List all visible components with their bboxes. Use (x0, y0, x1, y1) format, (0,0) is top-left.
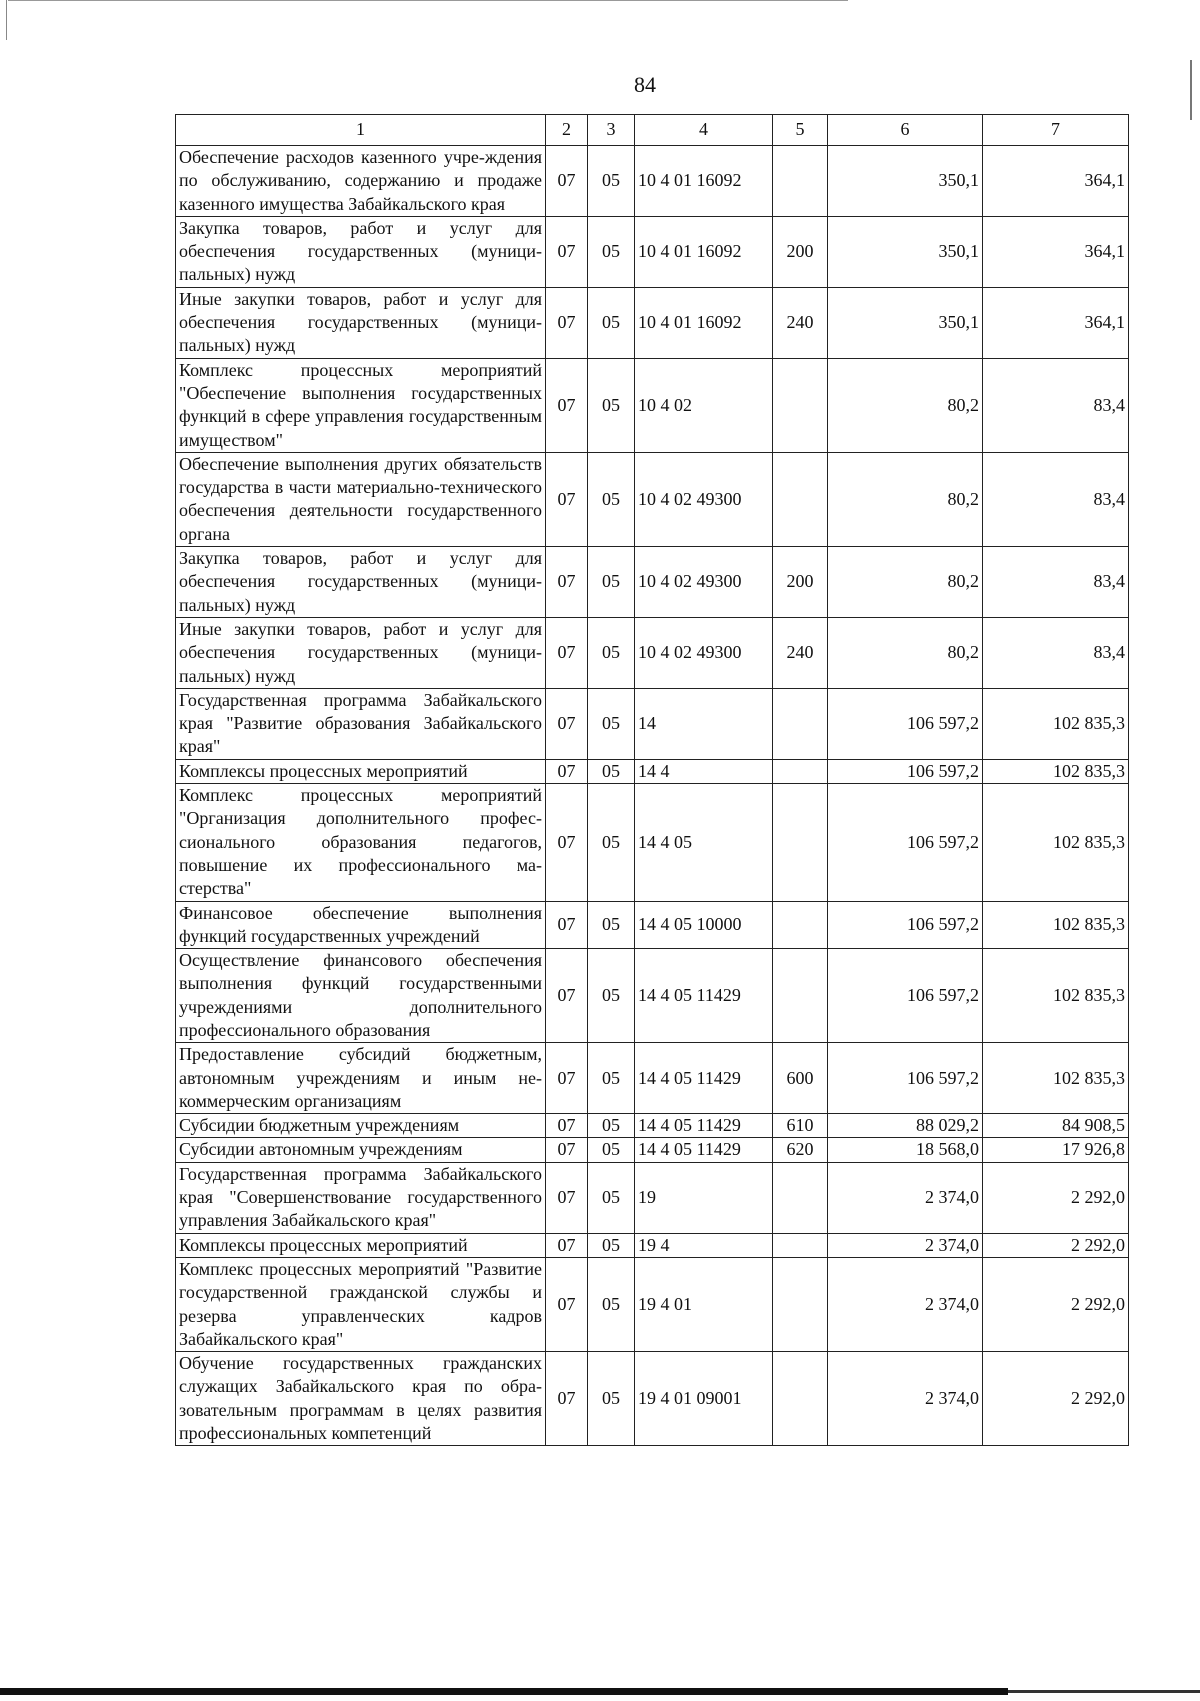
row-amount-year2: 364,1 (983, 287, 1129, 358)
row-name: Осуществление финансового обеспечения выполнения функций государственными учреждениями дополнительного профессионального образования (176, 949, 546, 1043)
row-section: 07 (546, 949, 588, 1043)
row-amount-year2: 83,4 (983, 358, 1129, 452)
row-amount-year1: 106 597,2 (828, 949, 983, 1043)
row-subsection: 05 (588, 1233, 635, 1257)
row-section: 07 (546, 759, 588, 783)
row-expense-type: 240 (773, 617, 828, 688)
row-section: 07 (546, 1257, 588, 1351)
row-amount-year1: 2 374,0 (828, 1162, 983, 1233)
col-header-2: 2 (546, 115, 588, 146)
col-header-5: 5 (773, 115, 828, 146)
row-target-code: 14 4 (635, 759, 773, 783)
row-target-code: 14 4 05 10000 (635, 901, 773, 949)
row-target-code: 10 4 01 16092 (635, 287, 773, 358)
row-name: Обеспечение расходов казенного учре-ждения по обслуживанию, содержанию и продаже казенного имущества Забайкальского края (176, 146, 546, 217)
row-name: Комплекс процессных мероприятий "Развитие государственной гражданской службы и резерва управленческих кадров Забайкальского края" (176, 1257, 546, 1351)
row-subsection: 05 (588, 452, 635, 546)
col-header-6: 6 (828, 115, 983, 146)
row-target-code: 10 4 02 49300 (635, 452, 773, 546)
row-subsection: 05 (588, 617, 635, 688)
table-row (176, 901, 1129, 949)
row-expense-type (773, 146, 828, 217)
row-name: Закупка товаров, работ и услуг для обеспечения государственных (муниципальных) нужд (176, 547, 546, 618)
row-name: Предоставление субсидий бюджетным, автономным учреждениям и иным некоммерческим организациям (176, 1043, 546, 1114)
scan-edge-left (6, 0, 7, 40)
row-target-code: 10 4 02 49300 (635, 547, 773, 618)
col-header-3: 3 (588, 115, 635, 146)
table-row (176, 1352, 1129, 1446)
row-amount-year2: 17 926,8 (983, 1138, 1129, 1162)
row-amount-year1: 88 029,2 (828, 1114, 983, 1138)
row-amount-year2: 83,4 (983, 617, 1129, 688)
row-amount-year2: 2 292,0 (983, 1352, 1129, 1446)
table-row (176, 287, 1129, 358)
table-row (176, 1138, 1129, 1162)
row-name: Иные закупки товаров, работ и услуг для обеспечения государственных (муниципальных) нужд (176, 287, 546, 358)
row-amount-year1: 80,2 (828, 452, 983, 546)
row-amount-year2: 102 835,3 (983, 901, 1129, 949)
row-amount-year1: 106 597,2 (828, 901, 983, 949)
row-amount-year2: 2 292,0 (983, 1257, 1129, 1351)
row-name: Комплексы процессных мероприятий (176, 759, 546, 783)
row-name: Иные закупки товаров, работ и услуг для обеспечения государственных (муниципальных) нужд (176, 617, 546, 688)
table-row (176, 1043, 1129, 1114)
table-row (176, 1114, 1129, 1138)
row-section: 07 (546, 287, 588, 358)
row-name: Комплекс процессных мероприятий "Организация дополнительного профессионального образования педагогов, повышение их профессионального мастерства" (176, 784, 546, 901)
row-target-code: 14 4 05 11429 (635, 1043, 773, 1114)
scan-edge-top (8, 0, 848, 1)
row-target-code: 19 (635, 1162, 773, 1233)
table-row (176, 688, 1129, 759)
row-expense-type: 200 (773, 216, 828, 287)
row-target-code: 14 4 05 11429 (635, 1138, 773, 1162)
row-expense-type: 600 (773, 1043, 828, 1114)
row-amount-year1: 106 597,2 (828, 784, 983, 901)
table-row (176, 452, 1129, 546)
row-amount-year1: 350,1 (828, 146, 983, 217)
row-subsection: 05 (588, 901, 635, 949)
row-expense-type (773, 1233, 828, 1257)
row-section: 07 (546, 216, 588, 287)
row-target-code: 10 4 01 16092 (635, 216, 773, 287)
row-expense-type (773, 1257, 828, 1351)
row-amount-year2: 2 292,0 (983, 1162, 1129, 1233)
row-amount-year1: 2 374,0 (828, 1257, 983, 1351)
row-section: 07 (546, 901, 588, 949)
row-amount-year2: 102 835,3 (983, 1043, 1129, 1114)
table-row (176, 784, 1129, 901)
row-subsection: 05 (588, 949, 635, 1043)
row-subsection: 05 (588, 216, 635, 287)
table-row (176, 1233, 1129, 1257)
row-target-code: 14 4 05 11429 (635, 949, 773, 1043)
row-amount-year2: 2 292,0 (983, 1233, 1129, 1257)
row-section: 07 (546, 1138, 588, 1162)
row-subsection: 05 (588, 1138, 635, 1162)
row-amount-year2: 83,4 (983, 452, 1129, 546)
row-subsection: 05 (588, 784, 635, 901)
row-amount-year1: 350,1 (828, 216, 983, 287)
row-subsection: 05 (588, 287, 635, 358)
row-expense-type (773, 759, 828, 783)
row-expense-type: 240 (773, 287, 828, 358)
row-expense-type: 200 (773, 547, 828, 618)
table-row (176, 1257, 1129, 1351)
row-expense-type (773, 1162, 828, 1233)
row-amount-year1: 106 597,2 (828, 688, 983, 759)
table-row (176, 949, 1129, 1043)
row-target-code: 10 4 02 49300 (635, 617, 773, 688)
table-row (176, 1162, 1129, 1233)
row-target-code: 19 4 01 (635, 1257, 773, 1351)
row-amount-year2: 84 908,5 (983, 1114, 1129, 1138)
row-name: Комплексы процессных мероприятий (176, 1233, 546, 1257)
table-row (176, 146, 1129, 217)
table-body (176, 146, 1129, 1446)
row-amount-year2: 83,4 (983, 547, 1129, 618)
row-name: Субсидии бюджетным учреждениям (176, 1114, 546, 1138)
row-subsection: 05 (588, 1114, 635, 1138)
header-row (176, 115, 1129, 146)
row-amount-year1: 80,2 (828, 358, 983, 452)
row-subsection: 05 (588, 146, 635, 217)
row-subsection: 05 (588, 1352, 635, 1446)
row-name: Закупка товаров, работ и услуг для обеспечения государственных (муниципальных) нужд (176, 216, 546, 287)
row-target-code: 19 4 (635, 1233, 773, 1257)
row-name: Государственная программа Забайкальского края "Развитие образования Забайкальского края" (176, 688, 546, 759)
row-amount-year1: 106 597,2 (828, 759, 983, 783)
page-number: 84 (634, 72, 656, 97)
scan-edge-bottom (0, 1688, 1008, 1695)
col-header-4: 4 (635, 115, 773, 146)
row-amount-year1: 2 374,0 (828, 1352, 983, 1446)
row-amount-year2: 102 835,3 (983, 688, 1129, 759)
col-header-7: 7 (983, 115, 1129, 146)
row-amount-year1: 80,2 (828, 547, 983, 618)
row-subsection: 05 (588, 547, 635, 618)
row-name: Обучение государственных гражданских служащих Забайкальского края по образовательным программам в целях развития профессиональных компетенций (176, 1352, 546, 1446)
table-row (176, 759, 1129, 783)
row-expense-type (773, 901, 828, 949)
budget-table (175, 114, 1129, 1446)
row-section: 07 (546, 1043, 588, 1114)
row-section: 07 (546, 358, 588, 452)
row-section: 07 (546, 784, 588, 901)
row-subsection: 05 (588, 1257, 635, 1351)
row-section: 07 (546, 452, 588, 546)
row-target-code: 19 4 01 09001 (635, 1352, 773, 1446)
row-name: Комплекс процессных мероприятий "Обеспечение выполнения государственных функций в сфере управления государственным имуществом" (176, 358, 546, 452)
row-expense-type (773, 949, 828, 1043)
row-expense-type: 620 (773, 1138, 828, 1162)
row-section: 07 (546, 688, 588, 759)
col-header-1: 1 (176, 115, 546, 146)
row-amount-year2: 102 835,3 (983, 759, 1129, 783)
row-amount-year2: 364,1 (983, 146, 1129, 217)
row-amount-year1: 18 568,0 (828, 1138, 983, 1162)
row-amount-year1: 80,2 (828, 617, 983, 688)
table-row (176, 358, 1129, 452)
row-target-code: 10 4 02 (635, 358, 773, 452)
row-section: 07 (546, 617, 588, 688)
row-section: 07 (546, 1352, 588, 1446)
row-amount-year1: 106 597,2 (828, 1043, 983, 1114)
row-amount-year2: 364,1 (983, 216, 1129, 287)
row-subsection: 05 (588, 759, 635, 783)
row-target-code: 14 (635, 688, 773, 759)
row-section: 07 (546, 146, 588, 217)
row-target-code: 14 4 05 11429 (635, 1114, 773, 1138)
row-amount-year2: 102 835,3 (983, 949, 1129, 1043)
row-amount-year2: 102 835,3 (983, 784, 1129, 901)
row-section: 07 (546, 547, 588, 618)
row-section: 07 (546, 1233, 588, 1257)
row-subsection: 05 (588, 1162, 635, 1233)
scan-edge-bottom-right (1008, 1690, 1200, 1693)
row-expense-type (773, 358, 828, 452)
row-subsection: 05 (588, 688, 635, 759)
row-target-code: 14 4 05 (635, 784, 773, 901)
row-amount-year1: 2 374,0 (828, 1233, 983, 1257)
row-amount-year1: 350,1 (828, 287, 983, 358)
row-expense-type (773, 688, 828, 759)
row-target-code: 10 4 01 16092 (635, 146, 773, 217)
row-section: 07 (546, 1162, 588, 1233)
row-expense-type (773, 784, 828, 901)
row-name: Обеспечение выполнения других обязательств государства в части материально-технического обеспечения деятельности государственного органа (176, 452, 546, 546)
row-subsection: 05 (588, 1043, 635, 1114)
table-row (176, 617, 1129, 688)
row-name: Государственная программа Забайкальского края "Совершенствование государственного управления Забайкальского края" (176, 1162, 546, 1233)
row-expense-type (773, 1352, 828, 1446)
row-name: Субсидии автономным учреждениям (176, 1138, 546, 1162)
row-name: Финансовое обеспечение выполнения функций государственных учреждений (176, 901, 546, 949)
row-expense-type: 610 (773, 1114, 828, 1138)
row-section: 07 (546, 1114, 588, 1138)
row-expense-type (773, 452, 828, 546)
row-subsection: 05 (588, 358, 635, 452)
table-row (176, 547, 1129, 618)
table-row (176, 216, 1129, 287)
